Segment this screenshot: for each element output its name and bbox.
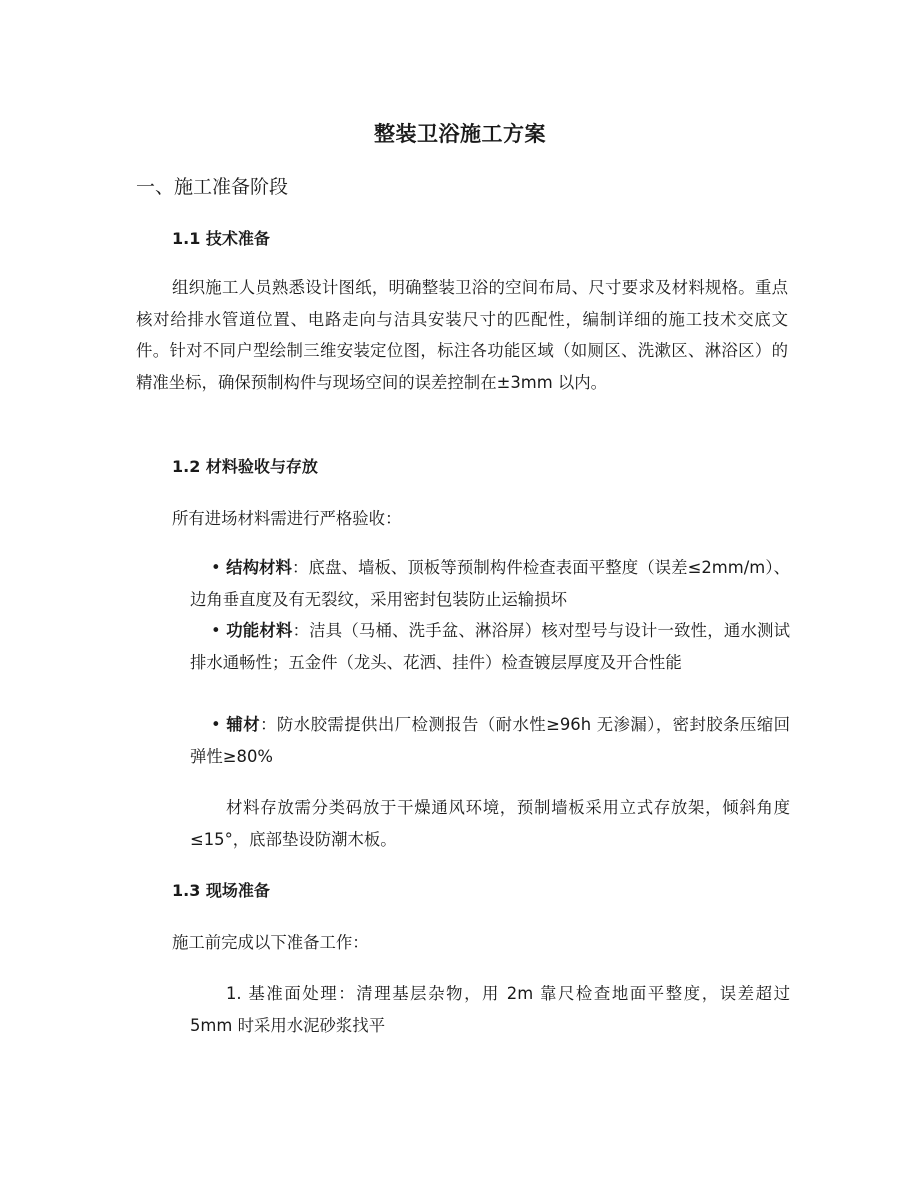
subsection-heading-1-1: 1.1 技术准备: [172, 229, 270, 248]
bullet-text: ：防水胶需提供出厂检测报告（耐水性≥96h 无渗漏），密封胶条压缩回弹性≥80%: [190, 715, 790, 766]
bullet-auxiliary-materials: [190, 709, 790, 772]
bullet-text: ：洁具（马桶、洗手盆、淋浴屏）核对型号与设计一致性，通水测试排水通畅性；五金件（龙头、花洒、挂件）检查镀层厚度及开合性能: [190, 621, 791, 672]
paragraph-technical-prep: 组织施工人员熟悉设计图纸，明确整装卫浴的空间布局、尺寸要求及材料规格。重点核对给排水管道位置、电路走向与洁具安装尺寸的匹配性，编制详细的施工技术交底文件。针对不同户型绘制三维安装定位图，标注各功能区域（如厕区、洗漱区、淋浴区）的精准坐标，确保预制构件与现场空间的误差控制在±3mm 以内。: [136, 278, 788, 392]
bullet-structural-materials: [190, 552, 790, 615]
paragraph-site-prep-intro: 施工前完成以下准备工作：: [172, 933, 369, 952]
document-title: 整装卫浴施工方案: [374, 122, 546, 146]
bullet-functional-materials: [190, 615, 790, 678]
numbered-item-1: 1. 基准面处理：清理基层杂物，用 2m 靠尺检查地面平整度，误差超过 5mm 时采用水泥砂浆找平: [190, 984, 790, 1035]
bullet-label: 辅材: [226, 715, 261, 734]
bullet-dot: •: [211, 558, 221, 577]
bullet-text: ：底盘、墙板、顶板等预制构件检查表面平整度（误差≤2mm/m）、边角垂直度及有无裂纹，采用密封包装防止运输损坏: [190, 558, 790, 609]
bullet-label: 结构材料: [226, 558, 293, 577]
subsection-heading-1-3: 1.3 现场准备: [172, 881, 270, 900]
paragraph-storage: 材料存放需分类码放于干燥通风环境，预制墙板采用立式存放架，倾斜角度≤15°，底部垫设防潮木板。: [190, 798, 790, 849]
bullet-dot: •: [211, 715, 221, 734]
bullet-label: 功能材料: [226, 621, 293, 640]
section-heading-1: 一、施工准备阶段: [136, 176, 289, 198]
bullet-dot: •: [211, 621, 221, 640]
subsection-heading-1-2: 1.2 材料验收与存放: [172, 457, 318, 476]
paragraph-inspection-intro: 所有进场材料需进行严格验收：: [172, 509, 402, 528]
